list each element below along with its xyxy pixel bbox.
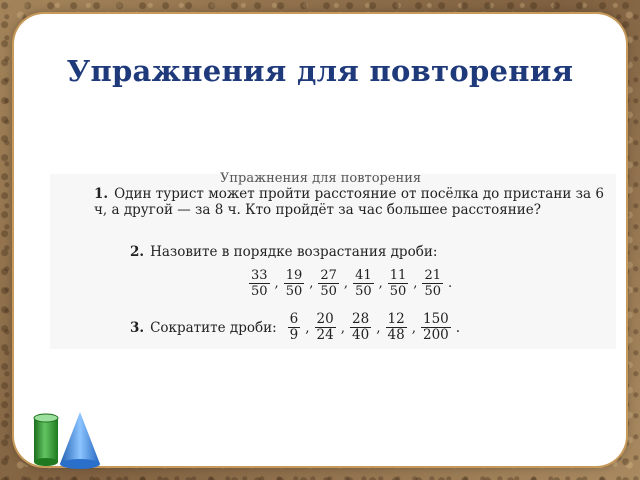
fraction: $\frac{150}{200}$ — [423, 311, 449, 343]
fraction: $\frac{21}{50}$ — [424, 268, 441, 299]
exercise-3-number: 3. — [130, 319, 145, 336]
fraction: $\frac{33}{50}$ — [251, 268, 268, 299]
exercise-1-number: 1. — [94, 186, 109, 202]
fraction: $\frac{12}{48}$ — [387, 311, 405, 343]
fraction: $\frac{11}{50}$ — [389, 268, 407, 299]
cone-icon — [60, 412, 100, 469]
fraction: $\frac{6}{9}$ — [289, 311, 299, 343]
fraction: $\frac{41}{50}$ — [355, 268, 372, 299]
slide-title: Упражнения для повторения — [66, 54, 574, 88]
fraction: $\frac{20}{24}$ — [316, 311, 334, 343]
exercise-2 — [130, 244, 437, 260]
exercise-2-fractions: $\frac{33}{50}$ , $\frac{19}{50}$ , $\frac{27}{50}$ , $\frac{41}{50}$ , $\frac{11}{50}$ , $\frac{21}{50}$ . — [251, 268, 453, 299]
geometric-shapes-icon — [30, 410, 110, 470]
fraction: $\frac{28}{40}$ — [352, 311, 370, 343]
exercise-2-number: 2. — [130, 244, 145, 260]
slide — [14, 14, 626, 466]
fraction: $\frac{19}{50}$ — [285, 268, 303, 299]
fraction: $\frac{27}{50}$ — [320, 268, 337, 299]
exercise-3: 3. Сократите дроби: $\frac{6}{9}$ , $\frac{20}{24}$ , $\frac{28}{40}$ , $\frac{12}{48}$ , $\frac{150}{200}$ . — [130, 311, 461, 343]
exercise-1-text: Один турист может пройти расстояние от посёлка до пристани за 6 ч, а другой — за 8 ч. Кто пройдёт за час большее расстояние? — [94, 186, 604, 218]
exercise-2-text: Назовите в порядке возрастания дроби: — [150, 244, 438, 260]
textbook-scan — [50, 171, 616, 349]
cylinder-icon — [34, 414, 58, 466]
exercise-1 — [94, 186, 604, 218]
scan-cut-header: Упражнения для повторения — [220, 171, 422, 186]
exercise-3-text: Сократите дроби: — [150, 319, 277, 336]
